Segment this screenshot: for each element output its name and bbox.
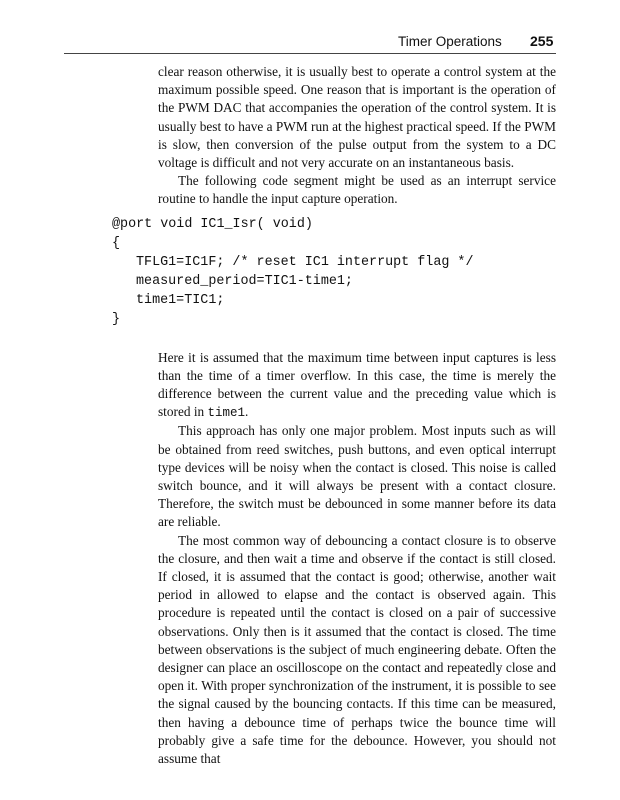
code-line-reset-flag: TFLG1=IC1F; /* reset IC1 interrupt flag */ xyxy=(136,254,474,270)
code-line-open-brace: { xyxy=(112,235,121,251)
code-line-close-brace: } xyxy=(112,311,121,327)
page-number: 255 xyxy=(530,33,554,49)
inline-code-time1: time1 xyxy=(207,406,246,421)
paragraph-debouncing: The most common way of debouncing a contact closure is to observe the closure, and then wait a time and observe if the contact is still closed. If closed, it is assumed that the contact is good; otherwise, another wait period in allowed to elapse and the contact is observed again. This procedure is repeated until the contact is closed on a pair of successive observations. Only then is it assumed that the contact is closed. The time between observations is the subject of much engineering debate. Often the designer can place an oscilloscope on the contact and repeatedly close and open it. With proper synchronization of the instrument, it is possible to see the signal caused by the bouncing contacts. If this time can be measured, then having a debounce time of perhaps twice the bounce time will probably give a safe time for the debounce. However, you should not assume that xyxy=(158,532,556,767)
paragraph-overflow-assumption xyxy=(158,349,556,423)
code-line-store-time: time1=TIC1; xyxy=(136,292,225,308)
code-listing xyxy=(112,215,552,329)
paragraph-switch-bounce: This approach has only one major problem. Most inputs such as will be obtained from reed switches, push buttons, and even optical interrupt type devices will be noisy when the contact is closed. This noise is called switch bounce, and it will always be present with a contact closure. Therefore, the switch must be debounced in some manner before its data are reliable. xyxy=(158,423,556,530)
code-line-measure-period: measured_period=TIC1-time1; xyxy=(136,273,353,289)
header-rule xyxy=(64,53,556,54)
paragraph-overflow-end: . xyxy=(245,404,249,420)
paragraph-speed: clear reason otherwise, it is usually best to operate a control system at the maximum possible speed. One reason that is important is the operation of the PWM DAC that accompanies the operation of the control system. It is usually best to have a PWM run at the highest practical speed. If the PWM is slow, then conversion of the pulse output from the system to a DC voltage is difficult and not very accurate on an instantaneous basis. xyxy=(158,64,556,171)
page-header xyxy=(0,0,620,56)
code-line-signature: @port void IC1_Isr( void) xyxy=(112,216,313,232)
running-title: Timer Operations xyxy=(398,34,502,49)
paragraph-overflow-text: Here it is assumed that the maximum time between input captures is less than the time of a timer overflow. In this case, the time is merely the difference between the current value and the preceding value which is stored in xyxy=(158,349,556,420)
paragraph-code-intro: The following code segment might be used as an interrupt service routine to handle the input capture operation. xyxy=(158,173,556,207)
page-content xyxy=(0,63,620,768)
